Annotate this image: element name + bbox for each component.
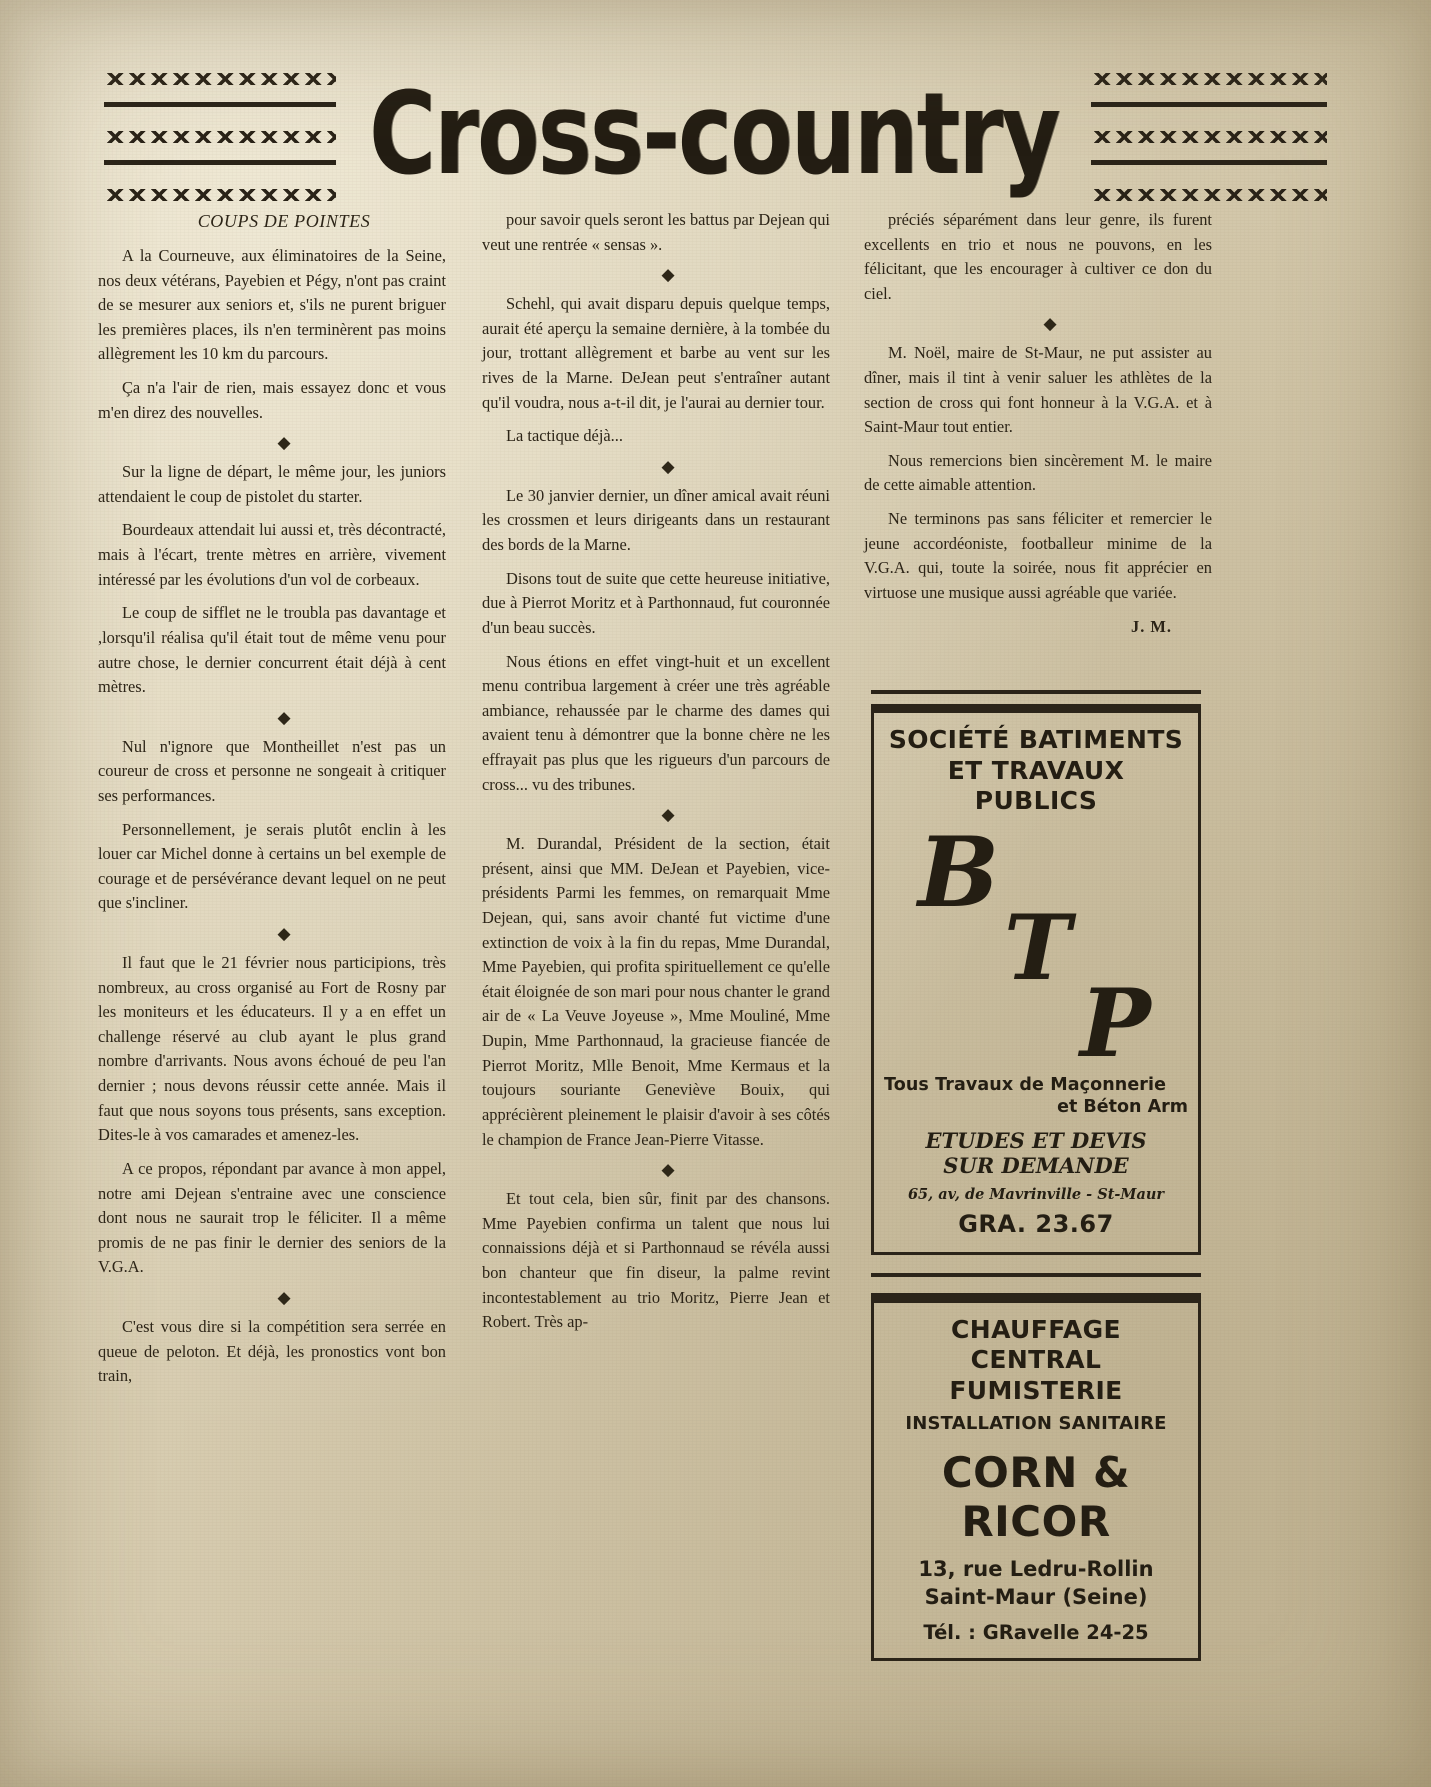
ad2-title-line-2: FUMISTERIE (949, 1375, 1123, 1405)
article-kicker: COUPS DE POINTES (197, 211, 371, 231)
article-paragraph: Nous remercions bien sincèrement M. le maire de cette aimable attention. (864, 450, 1212, 495)
author-signature: J. M. (1131, 616, 1172, 636)
monogram-letter-b: B (918, 815, 1000, 929)
article-paragraph: pour savoir quels seront les battus par Dejean qui veut une rentrée « sensas ». (482, 210, 830, 254)
zigzag-line (1091, 73, 1327, 85)
article-paragraph: Nous étions en effet vingt-huit et un excellent menu contribua largement à créer une très agréable ambiance, rehaussée par le charme des dames qui avaient tenu à démontrer que la bonne chère ne les effrayait pas plus que les rigueurs d'un parcours de cross... vu des tribunes. (482, 651, 830, 794)
ad-separator-rule-2 (871, 1273, 1201, 1277)
column-one (98, 208, 446, 1398)
article-paragraph: Disons tout de suite que cette heureuse initiative, due à Pierrot Moritz et à Parthonnaud, fut couronnée d'un beau succès. (482, 568, 830, 637)
article-paragraph: Ne terminons pas sans féliciter et remercier le jeune accordéoniste, footballeur minime de la V.G.A. qui, toute la soirée, nous fit apprécier en virtuose une musique aussi agréable que variée. (864, 509, 1212, 602)
ad-offer-line-1: ETUDES ET DEVIS (925, 1127, 1147, 1153)
zigzag-line (1091, 131, 1327, 143)
article-paragraph: Le 30 janvier dernier, un dîner amical avait réuni les crossmen et leurs dirigeants dans un restaurant des bords de la Marne. (482, 485, 830, 555)
paragraph-separator-diamond: ◆ (277, 924, 291, 944)
paragraph-separator-diamond: ◆ (277, 1287, 291, 1307)
article-paragraph: La tactique déjà... (506, 426, 623, 446)
ad-title-line-2: ET TRAVAUX PUBLICS (947, 755, 1125, 815)
paragraph-separator-diamond: ◆ (1043, 314, 1057, 334)
monogram-letter-t: T (1004, 894, 1071, 1001)
article-paragraph: Ça n'a l'air de rien, mais essayez donc et vous m'en direz des nouvelles. (98, 378, 446, 422)
column-two-body (482, 208, 830, 1335)
flat-rule-line (104, 160, 336, 172)
paragraph-separator-diamond: ◆ (277, 433, 291, 453)
flat-rule-line (1091, 160, 1327, 172)
zigzag-line (1091, 189, 1327, 201)
paragraph-separator-diamond: ◆ (661, 265, 675, 285)
ad-services-masonry: Tous Travaux de Maçonnerie (884, 1074, 1167, 1095)
article-paragraph: Bourdeaux attendait lui aussi et, très décontracté, mais à l'écart, trente mètres en arrière, vivement intéressé par les évolutions d'un vol de corbeaux. (98, 520, 446, 589)
column-three-body (864, 208, 1212, 606)
page-title: Cross-country (368, 67, 1059, 200)
paragraph-separator-diamond: ◆ (661, 456, 675, 476)
ad2-title-line-1: CHAUFFAGE CENTRAL (951, 1314, 1121, 1375)
article-paragraph: A la Courneuve, aux éliminatoires de la Seine, nos deux vétérans, Payebien et Pégy, n'ont pas craint de se mesurer aux seniors et, s'ils ne purent briguer les premières places, ils n'en terminèrent pas moins allègrement les 10 km du parcours. (98, 246, 446, 364)
ad-phone: GRA. 23.67 (958, 1209, 1114, 1238)
article-paragraph: Personnellement, je serais plutôt enclin à les louer car Michel donne à certains un bel exemple de courage et de persévérance devant lequel on ne peut que s'incliner. (98, 819, 446, 913)
paragraph-separator-diamond: ◆ (661, 1160, 675, 1180)
ad2-phone: Tél. : GRavelle 24-25 (923, 1620, 1149, 1644)
ad-separator-rule (871, 690, 1201, 694)
article-paragraph: Le coup de sifflet ne le troubla pas davantage et ,lorsqu'il réalisa qu'il était tout de même venu pour autre chose, le dernier concurrent était déjà à cent mètres. (98, 603, 446, 697)
column-two (482, 208, 830, 1398)
ad-address: 65, av, de Mavrinville - St-Maur (907, 1185, 1165, 1203)
monogram-letter-p: P (1080, 968, 1151, 1079)
masthead-ornament-left (104, 73, 336, 201)
ad-corn-et-ricor[interactable] (871, 1293, 1201, 1661)
ad-services-concrete: et Béton Arm (1057, 1096, 1188, 1117)
zigzag-line (104, 189, 336, 201)
ad2-address-line-1: 13, rue Ledru-Rollin (918, 1557, 1154, 1582)
paragraph-separator-diamond: ◆ (277, 707, 291, 727)
ad2-address-line-2: Saint-Maur (Seine) (924, 1584, 1148, 1609)
article-paragraph: Il faut que le 21 février nous participions, très nombreux, au cross organisé au Fort de Rosny par les moniteurs et les éducateurs. Il y a en effet un challenge réservé au club ayant le plus grand nombre d'arrivants. Nous avons échoué de peu l'an dernier ; nous devons réussir cette année. Mais il faut que nous soyons tous présents, sans exception. Dites-le à vos camarades et amenez-les. (98, 953, 446, 1145)
article-paragraph: M. Durandal, Président de la section, était présent, ainsi que MM. DeJean et Payebien, vice-présidents Parmi les femmes, on remarquait Mme Dejean, qui, sans avoir chanté fut victime d'une extinction de voix à la fin du repas, Mme Durandal, Mme Payebien, qui profita spirituellement ce qu'elle était éloignée de son mari pour nous chanter le grand air de « La Veuve Joyeuse », Mme Mouliné, Mme Dupin, Mme Parthonnaud, la gracieuse fiancée de Pierrot Moritz, Mlle Benoit, Mme Kermaus et la toujours souriante Geneviève Bouix, qui apprécièrent pleinement le plaisir d'avoir à ses côtés le champion de France Jean-Pierre Vitasse. (482, 834, 830, 1149)
article-paragraph: Schehl, qui avait disparu depuis quelque temps, aurait été aperçu la semaine dernière, à la tombée du jour, trottant allègrement et barbe au vent sur les rives de la Marne. DeJean peut s'entraîner autant qu'il voudra, nous a-t-il dit, je l'aurai au dernier tour. (482, 294, 830, 412)
article-paragraph: Et tout cela, bien sûr, finit par des chansons. Mme Payebien confirma un talent que nous lui connaissions déjà et si Parthonnaud se révéla aussi bon chanteur que fin diseur, la palme revint incontestablement au trio Moritz, Pierre Jean et Robert. Très ap- (482, 1189, 830, 1332)
masthead (0, 67, 1431, 200)
article-paragraph: C'est vous dire si la compétition sera serrée en queue de peloton. Et déjà, les pronostics vont bon train, (98, 1316, 446, 1386)
advertisement-stack (871, 690, 1201, 1661)
article-paragraph: préciés séparément dans leur genre, ils furent excellents en trio et nous ne pouvons, en les félicitant, que les encourager à cultiver ce don du ciel. (864, 210, 1212, 303)
flat-rule-line (1091, 102, 1327, 114)
ad-offer-line-2: SUR DEMANDE (943, 1153, 1129, 1179)
ad-title-line-1: SOCIÉTÉ BATIMENTS (888, 725, 1184, 754)
masthead-ornament-right (1091, 73, 1327, 201)
ad2-brand-name: CORN & RICOR (941, 1448, 1131, 1547)
article-paragraph: A ce propos, répondant par avance à mon appel, notre ami Dejean s'entraine avec une conscience dont nous ne saurait trop le féliciter. Il a même promis de ne pas finir le dernier des seniors de la V.G.A. (98, 1158, 446, 1277)
column-one-body (98, 244, 446, 1389)
ad-monogram-btp (884, 815, 1188, 1079)
ad2-subtitle: INSTALLATION SANITAIRE (905, 1413, 1167, 1435)
article-paragraph: Nul n'ignore que Montheillet n'est pas un coureur de cross et personne ne songeait à critiquer ses performances. (98, 736, 446, 805)
article-paragraph: Sur la ligne de départ, le même jour, les juniors attendaient le coup de pistolet du starter. (98, 462, 446, 506)
zigzag-line (104, 131, 336, 143)
paragraph-separator-diamond: ◆ (661, 805, 675, 825)
ad-societe-batiments[interactable] (871, 704, 1201, 1255)
flat-rule-line (104, 102, 336, 114)
article-paragraph: M. Noël, maire de St-Maur, ne put assister au dîner, mais il tint à venir saluer les athlètes de la section de cross qui font honneur à la V.G.A. et à Saint-Maur tout entier. (864, 343, 1212, 437)
zigzag-line (104, 73, 336, 85)
